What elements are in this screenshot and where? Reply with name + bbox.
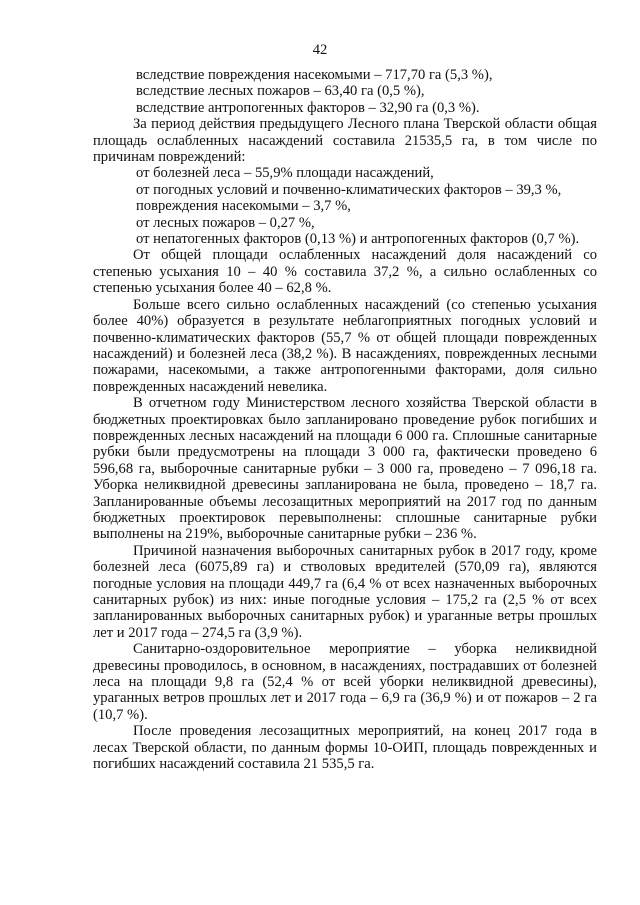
paragraph-selective-cuttings: Причиной назначения выборочных санитарных рубок в 2017 году, кроме болезней леса (6075,89 га) и стволовых вредителей (570,09 га), являются погодные условия на площади 449,7 га (6,4 % от всех назначенных выборочных санитарных рубок) из них: иные погодные условия – 175,2 га (2,5 % от всех запланированных выборочных санитарных рубок) и ураганные ветры прошлых лет и 2017 года – 274,5 га (3,9 %). <box>93 542 597 641</box>
cause-line-weather: от погодных условий и почвенно-климатических факторов – 39,3 %, <box>136 181 562 198</box>
stat-line-anthropogenic: вследствие антропогенных факторов – 32,90 га (0,3 %). <box>136 99 480 116</box>
stat-line-fires: вследствие лесных пожаров – 63,40 га (0,5 %), <box>136 83 425 100</box>
cause-line-fires: от лесных пожаров – 0,27 %, <box>136 214 315 231</box>
paragraph-previous-plan: За период действия предыдущего Лесного плана Тверской области общая площадь ослабленных насаждений составила 21535,5 га, в том числе по причинам повреждений: <box>93 116 597 166</box>
body-text <box>93 67 597 772</box>
cause-line-nonpathogenic: от непатогенных факторов (0,13 %) и антропогенных факторов (0,7 %). <box>136 231 580 248</box>
paragraph-heavily-weakened: Больше всего сильно ослабленных насаждений (со степенью усыхания более 40%) образуется в результате неблагоприятных погодных условий и почвенно-климатических факторов (55,7 % от общей площади поврежденных насаждений) и болезней леса (38,2 %). В насаждениях, поврежденных лесными пожарами, насекомыми, а также антропогенными факторами, доля сильно поврежденных насаждений невелика. <box>93 296 597 395</box>
paragraph-end-of-year: После проведения лесозащитных мероприятий, на конец 2017 года в лесах Тверской области, по данным формы 10-ОИП, площадь поврежденных и погибших насаждений составила 21 535,5 га. <box>93 723 597 773</box>
cause-line-insects: повреждения насекомыми – 3,7 %, <box>136 198 351 215</box>
paragraph-drying-degree: От общей площади ослабленных насаждений доля насаждений со степенью усыхания 10 – 40 % составила 37,2 %, а сильно ослабленных со степенью усыхания более 40 – 62,8 %. <box>93 247 597 297</box>
page-number: 42 <box>312 42 328 58</box>
stat-line-insects: вследствие повреждения насекомыми – 717,70 га (5,3 %), <box>136 67 493 83</box>
cause-line-diseases: от болезней леса – 55,9% площади насаждений, <box>136 165 434 182</box>
paragraph-reporting-year: В отчетном году Министерством лесного хозяйства Тверской области в бюджетных проектировках было запланировано проведение рубок погибших и поврежденных лесных насаждений на площади 6 000 га. Сплошные санитарные рубки были предусмотрены на площади 3 000 га, фактически проведено 6 596,68 га, выборочные санитарные рубки – 3 000 га, проведено – 7 096,18 га. Уборка неликвидной древесины запланирована не была, проведено – 18,7 га. Запланированные объемы лесозащитных мероприятий на 2017 год по данным бюджетных проектировок перевыполнены: сплошные санитарные рубки выполнены на 219%, выборочные санитарные рубки – 236 %. <box>93 395 597 543</box>
paragraph-sanitary-measure: Санитарно-оздоровительное мероприятие – уборка неликвидной древесины проводилось, в основном, в насаждениях, пострадавших от болезней леса на площади 9,8 га (52,4 % от всей уборки неликвидной древесины), ураганных ветров прошлых лет и 2017 года – 6,9 га (36,9 %) и от пожаров – 2 га (10,7 %). <box>93 641 597 723</box>
